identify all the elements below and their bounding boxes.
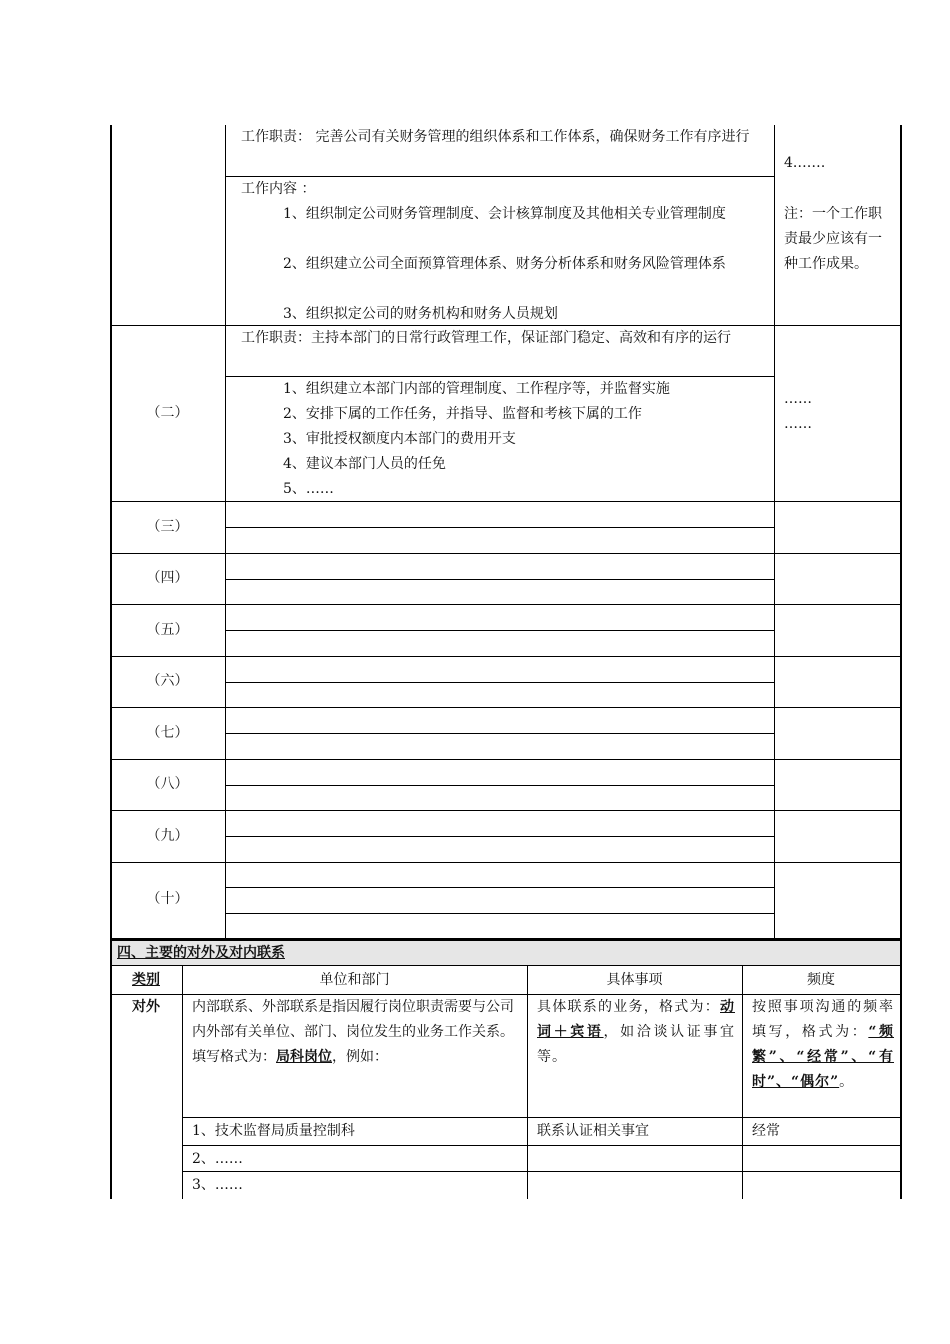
row-label: （五） bbox=[146, 622, 189, 638]
section-title: 四、主要的对外及对内联系 bbox=[117, 945, 285, 961]
contact-unit: 2、…… bbox=[192, 1151, 243, 1167]
row-label: （八） bbox=[146, 776, 189, 792]
duties-table bbox=[110, 125, 902, 940]
header-unit: 单位和部门 bbox=[319, 972, 390, 988]
table-border-right bbox=[900, 939, 902, 1199]
column-divider bbox=[182, 965, 183, 1199]
matter-description-tail: ，如洽谈认证事宜等。 bbox=[537, 1024, 736, 1065]
matter-description bbox=[537, 995, 735, 1070]
row-label: （三） bbox=[146, 519, 189, 535]
row-divider bbox=[225, 887, 775, 888]
row-divider bbox=[225, 527, 775, 528]
row-divider bbox=[225, 785, 775, 786]
contacts-table bbox=[110, 939, 902, 1199]
duty-responsibility: 工作职责： 完善公司有关财务管理的组织体系和工作体系，确保财务工作有序进行 bbox=[241, 129, 750, 145]
duty-responsibility: 工作职责：主持本部门的日常行政管理工作，保证部门稳定、高效和有序的运行 bbox=[241, 330, 731, 346]
header-category: 类别 bbox=[132, 972, 160, 988]
row-label: （十） bbox=[146, 891, 189, 907]
row-label: （二） bbox=[146, 405, 189, 421]
contact-frequency: 经常 bbox=[752, 1123, 780, 1139]
row-divider bbox=[110, 656, 902, 657]
unit-description-text: 内部联系、外部联系是指因履行岗位职责需要与公司内外部有关单位、部门、岗位发生的业务工作关系。 填写格式为： bbox=[192, 999, 514, 1065]
duty-content-label: 工作内容 ： bbox=[241, 181, 316, 197]
contact-unit: 1、技术监督局质量控制科 bbox=[192, 1123, 355, 1139]
frequency-format: “频繁”、“经常”、“有时”、“偶尔” bbox=[752, 1024, 894, 1090]
unit-description-tail: ，例如： bbox=[332, 1049, 388, 1065]
header-matter: 具体事项 bbox=[606, 972, 663, 988]
duty-item: 2、安排下属的工作任务，并指导、监督和考核下属的工作 bbox=[283, 406, 642, 422]
row-divider bbox=[182, 1171, 902, 1172]
row-divider bbox=[110, 965, 902, 966]
row-divider bbox=[225, 579, 775, 580]
row-divider bbox=[110, 707, 902, 708]
row-divider bbox=[110, 810, 902, 811]
row-divider bbox=[225, 913, 775, 914]
remark-line: 4.…… bbox=[784, 155, 826, 171]
row-divider bbox=[225, 836, 775, 837]
row-label: （七） bbox=[146, 725, 189, 741]
frequency-description bbox=[752, 995, 894, 1095]
matter-description-text: 具体联系的业务，格式为： bbox=[537, 999, 720, 1015]
contact-matter: 联系认证相关事宜 bbox=[537, 1123, 649, 1139]
frequency-description-text: 按照事项沟通的频率填写，格式为： bbox=[752, 999, 894, 1040]
unit-description bbox=[192, 995, 520, 1070]
row-divider bbox=[110, 759, 902, 760]
duty-item: 3、组织拟定公司的财务机构和财务人员规划 bbox=[283, 306, 558, 322]
row-divider bbox=[225, 733, 775, 734]
table-border-top bbox=[110, 939, 902, 941]
remark-line: …… bbox=[784, 416, 812, 432]
category-external: 对外 bbox=[132, 999, 160, 1015]
column-divider bbox=[774, 125, 775, 940]
row-divider bbox=[182, 1145, 902, 1146]
row-divider bbox=[110, 501, 902, 502]
row-divider bbox=[225, 630, 775, 631]
matter-format: 动词＋宾语 bbox=[537, 999, 735, 1040]
row-divider bbox=[110, 862, 902, 863]
remark-line: …… bbox=[784, 391, 812, 407]
frequency-description-tail: 。 bbox=[839, 1074, 855, 1090]
duty-item: 5、…… bbox=[283, 481, 334, 497]
row-label: （四） bbox=[146, 570, 189, 586]
table-border-right bbox=[900, 125, 902, 940]
row-divider bbox=[110, 553, 902, 554]
remark-note: 注：一个工作职责最少应该有一种工作成果。 bbox=[784, 206, 882, 272]
duty-item: 4、建议本部门人员的任免 bbox=[283, 456, 446, 472]
row-divider bbox=[182, 1117, 902, 1118]
duty-item: 3、审批授权额度内本部门的费用开支 bbox=[283, 431, 516, 447]
duty-item: 1、组织制定公司财务管理制度、会计核算制度及其他相关专业管理制度 bbox=[283, 206, 726, 222]
column-divider bbox=[225, 125, 226, 940]
unit-format: 局科岗位 bbox=[276, 1049, 332, 1065]
contact-unit: 3、…… bbox=[192, 1177, 243, 1193]
row-label: （九） bbox=[146, 828, 189, 844]
column-divider bbox=[527, 965, 528, 1199]
row-label: （六） bbox=[146, 673, 189, 689]
duty-item: 2、组织建立公司全面预算管理体系、财务分析体系和财务风险管理体系 bbox=[283, 256, 726, 272]
duty-item: 1、组织建立本部门内部的管理制度、工作程序等，并监督实施 bbox=[283, 381, 670, 397]
column-divider bbox=[742, 965, 743, 1199]
row-divider bbox=[225, 682, 775, 683]
header-frequency: 频度 bbox=[807, 972, 835, 988]
row-divider bbox=[110, 604, 902, 605]
